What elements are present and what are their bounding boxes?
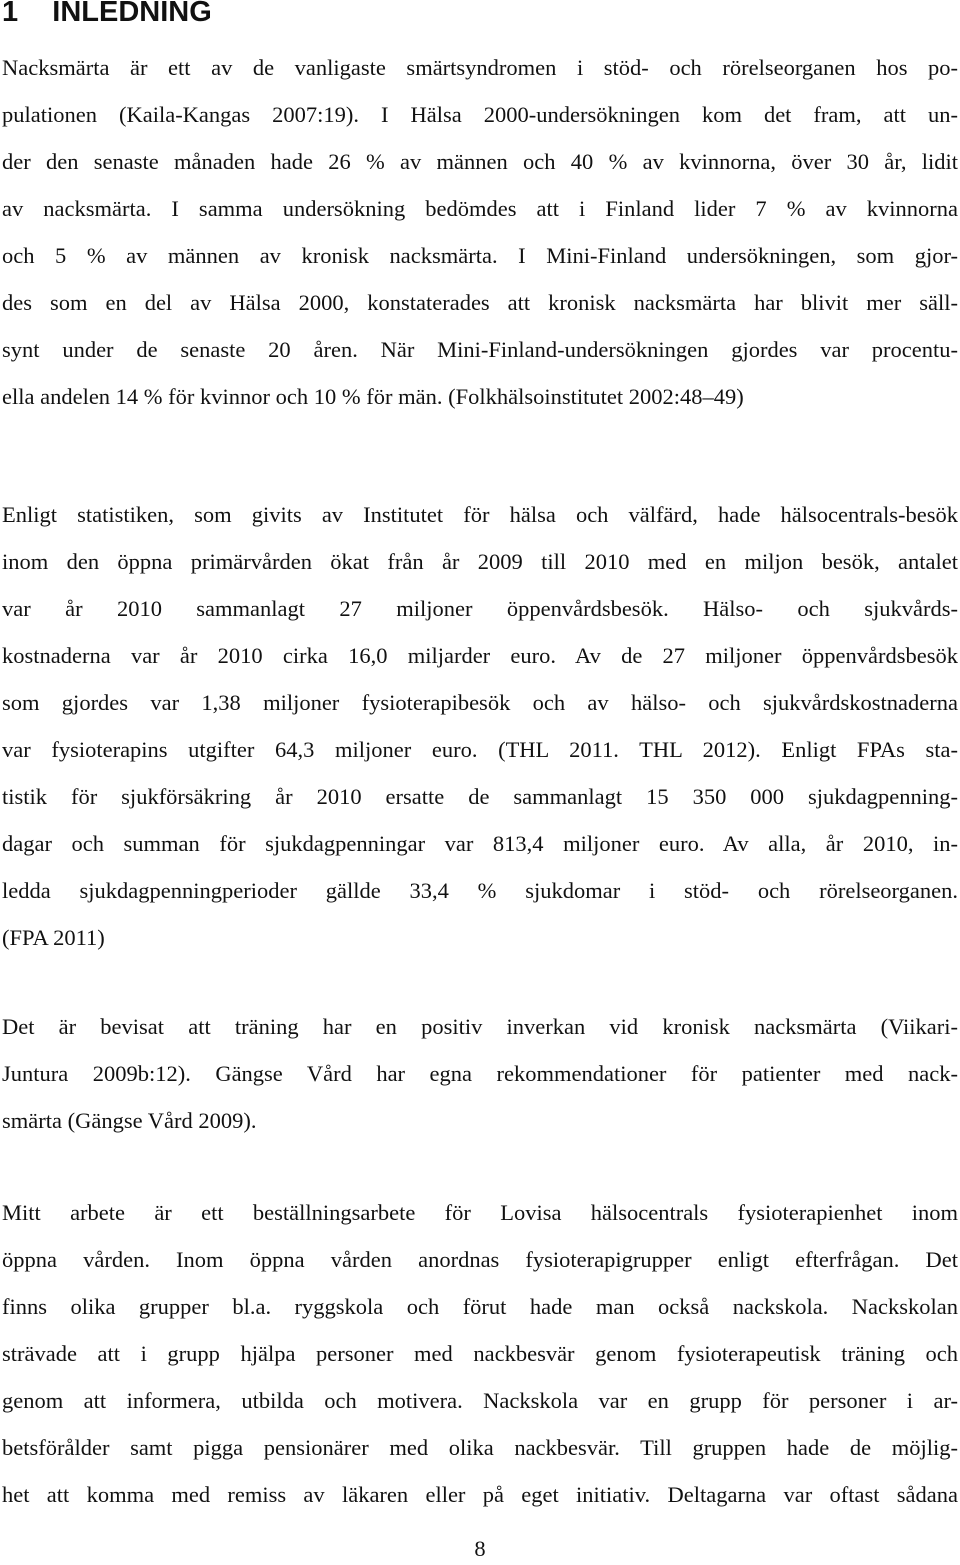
text-line: av nacksmärta. I samma undersökning bedömdes att i Finland lider 7 % av kvinnorna bbox=[2, 196, 958, 221]
paragraph-neck-pain-prevalence bbox=[2, 44, 958, 420]
text-line: genom att informera, utbilda och motivera. Nackskola var en grupp för personer i ar- bbox=[2, 1388, 958, 1413]
text-line: des som en del av Hälsa 2000, konstaterades att kronisk nacksmärta har blivit mer säll- bbox=[2, 290, 958, 315]
text-line: kostnaderna var år 2010 cirka 16,0 miljarder euro. Av de 27 miljoner öppenvårdsbesök bbox=[2, 643, 958, 668]
text-line: strävade att i grupp hjälpa personer med nackbesvär genom fysioterapeutisk träning och bbox=[2, 1341, 958, 1366]
chapter-number: 1 bbox=[2, 0, 19, 28]
text-line: var fysioterapins utgifter 64,3 miljoner euro. (THL 2011. THL 2012). Enligt FPAs sta- bbox=[2, 737, 958, 762]
text-line: Juntura 2009b:12). Gängse Vård har egna rekommendationer för patienter med nack- bbox=[2, 1061, 958, 1086]
text-line: Enligt statistiken, som givits av Institutet för hälsa och välfärd, hade hälsocentrals-besök bbox=[2, 502, 958, 527]
text-line: synt under de senaste 20 åren. När Mini-Finland-undersökningen gjordes var procentu- bbox=[2, 337, 958, 362]
chapter-heading bbox=[2, 0, 212, 30]
text-line: der den senaste månaden hade 26 % av männen och 40 % av kvinnorna, över 30 år, lidit bbox=[2, 149, 958, 174]
text-line: het att komma med remiss av läkaren eller på eget initiativ. Deltagarna var oftast sådana bbox=[2, 1482, 958, 1507]
paragraph-commission bbox=[2, 1189, 958, 1518]
text-line: betsförålder samt pigga pensionärer med olika nackbesvär. Till gruppen hade de möjlig- bbox=[2, 1435, 958, 1460]
text-line: finns olika grupper bl.a. ryggskola och förut hade man också nackskola. Nackskolan bbox=[2, 1294, 958, 1319]
chapter-title: INLEDNING bbox=[52, 0, 212, 28]
text-line: (FPA 2011) bbox=[2, 925, 105, 950]
text-line: ledda sjukdagpenningperioder gällde 33,4 % sjukdomar i stöd- och rörelseorganen. bbox=[2, 878, 958, 903]
text-line: öppna vården. Inom öppna vården anordnas fysioterapigrupper enligt efterfrågan. Det bbox=[2, 1247, 958, 1272]
text-line: inom den öppna primärvården ökat från år 2009 till 2010 med en miljon besök, antalet bbox=[2, 549, 958, 574]
paragraph-health-statistics bbox=[2, 491, 958, 961]
text-line: Det är bevisat att träning har en positiv inverkan vid kronisk nacksmärta (Viikari- bbox=[2, 1014, 958, 1039]
text-line: smärta (Gängse Vård 2009). bbox=[2, 1108, 257, 1133]
text-line: ella andelen 14 % för kvinnor och 10 % för män. (Folkhälsoinstitutet 2002:48–49) bbox=[2, 384, 744, 409]
text-line: Nacksmärta är ett av de vanligaste smärtsyndromen i stöd- och rörelseorganen hos po- bbox=[2, 55, 958, 80]
text-line: Mitt arbete är ett beställningsarbete för Lovisa hälsocentrals fysioterapienhet inom bbox=[2, 1200, 958, 1225]
text-line: tistik för sjukförsäkring år 2010 ersatte de sammanlagt 15 350 000 sjukdagpenning- bbox=[2, 784, 958, 809]
text-line: dagar och summan för sjukdagpenningar var 813,4 miljoner euro. Av alla, år 2010, in- bbox=[2, 831, 958, 856]
page-number: 8 bbox=[474, 1536, 486, 1561]
text-line: var år 2010 sammanlagt 27 miljoner öppenvårdsbesök. Hälso- och sjukvårds- bbox=[2, 596, 958, 621]
text-line: pulationen (Kaila-Kangas 2007:19). I Hälsa 2000-undersökningen kom det fram, att un- bbox=[2, 102, 958, 127]
text-line: och 5 % av männen av kronisk nacksmärta. I Mini-Finland undersökningen, som gjor- bbox=[2, 243, 958, 268]
text-line: som gjordes var 1,38 miljoner fysioterapibesök och av hälso- och sjukvårdskostnaderna bbox=[2, 690, 958, 715]
paragraph-training-evidence bbox=[2, 1003, 958, 1144]
